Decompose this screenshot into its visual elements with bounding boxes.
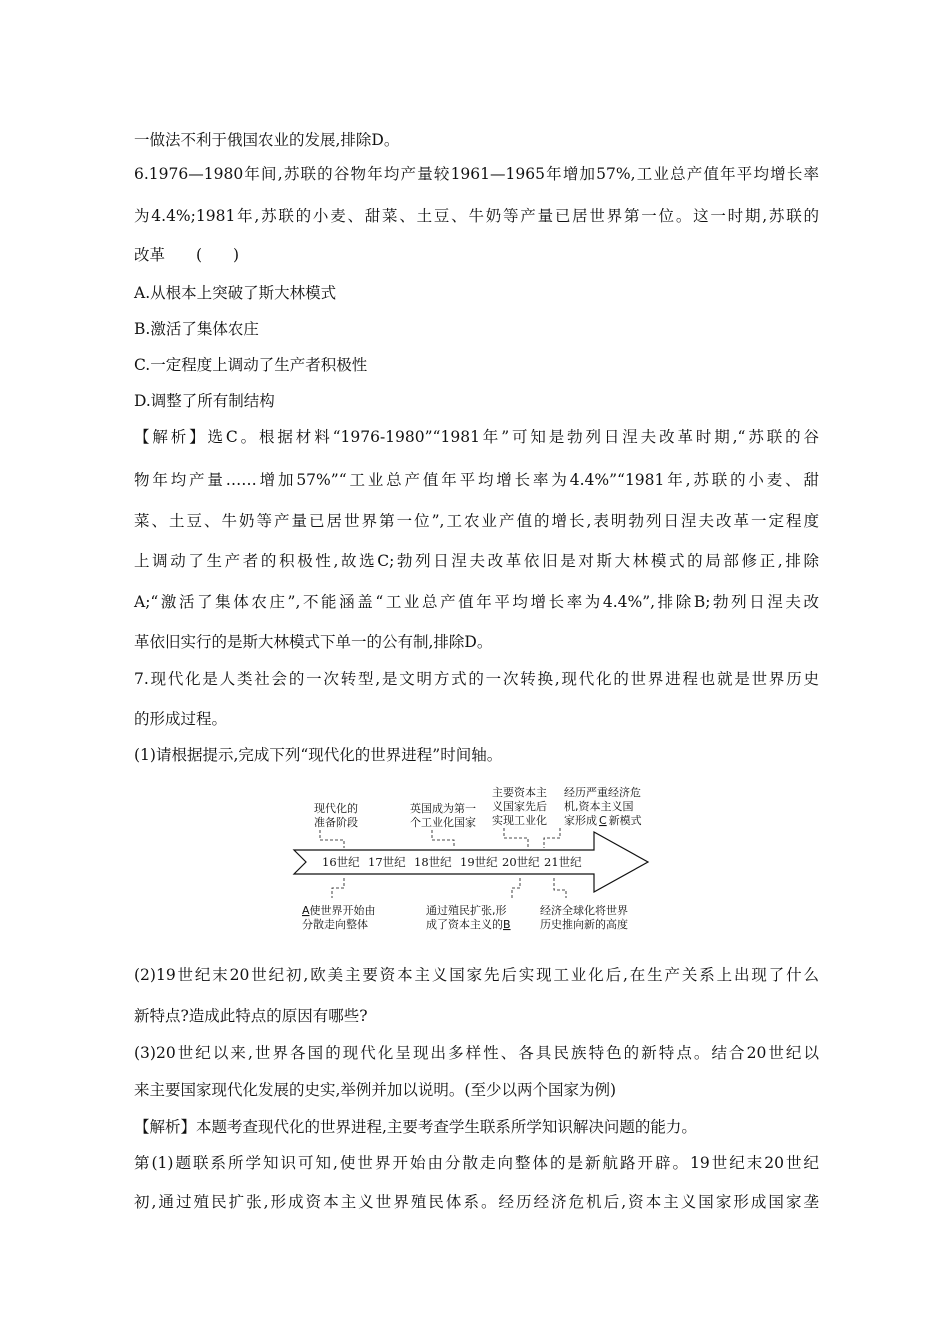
top-label-group <box>314 785 642 829</box>
question-7-stem: 的形成过程。 <box>134 710 228 728</box>
analysis-line: 上调动了生产者的积极性,故选C;勃列日涅夫改革依旧是对斯大林模式的局部修正,排除 <box>134 552 819 570</box>
analysis-line: 革依旧实行的是斯大林模式下单一的公有制,排除D。 <box>134 633 493 651</box>
analysis-line: 物年均产量……增加57%”“工业总产值年平均增长率为4.4%”“1981年,苏联的小麦、甜 <box>134 471 819 489</box>
svg-text:成了资本主义的B <box>426 917 511 931</box>
option-b: B.激活了集体农庄 <box>134 320 259 338</box>
timeline-top-label: 义国家先后 <box>492 800 547 813</box>
timeline-top-label: 经历严重经济危 <box>564 786 641 799</box>
blank-b: B <box>503 918 511 931</box>
century-label: 16世纪 <box>322 855 360 869</box>
question-7-part-1: (1)请根据提示,完成下列“现代化的世界进程”时间轴。 <box>134 746 503 764</box>
question-7-part-2: 新特点?造成此特点的原因有哪些? <box>134 1007 368 1025</box>
century-label: 20世纪 <box>502 855 540 869</box>
blank-a: A <box>302 904 310 917</box>
timeline-top-label: 新模式 <box>608 814 642 827</box>
analysis-line: 【解析】本题考查现代化的世界进程,主要考查学生联系所学知识解决问题的能力。 <box>134 1118 697 1136</box>
timeline-top-label: 实现工业化 <box>492 814 547 827</box>
svg-text:A使世界开始由 <box>302 903 376 917</box>
question-6-stem: 为4.4%;1981年,苏联的小麦、甜菜、土豆、牛奶等产量已居世界第一位。这一时期,苏联的 <box>134 207 819 225</box>
timeline-bottom-label: 通过殖民扩张,形 <box>426 904 507 917</box>
timeline-top-label: 准备阶段 <box>314 816 358 829</box>
question-7-stem: 7.现代化是人类社会的一次转型,是文明方式的一次转换,现代化的世界进程也就是世界历史 <box>134 670 819 688</box>
timeline-bottom-label: 历史推向新的高度 <box>540 918 628 931</box>
century-label: 17世纪 <box>368 855 406 869</box>
timeline-top-label: 现代化的 <box>314 802 358 815</box>
timeline-top-label: 机,资本主义国 <box>564 800 634 813</box>
question-7-part-3: (3)20世纪以来,世界各国的现代化呈现出多样性、各具民族特色的新特点。结合20世纪以 <box>134 1044 819 1062</box>
blank-c: C <box>599 814 607 827</box>
option-d: D.调整了所有制结构 <box>134 392 275 410</box>
analysis-line: A;“激活了集体农庄”,不能涵盖“工业总产值年平均增长率为4.4%”,排除B;勃列日涅夫改 <box>134 593 819 611</box>
timeline-top-label: 主要资本主 <box>492 786 547 799</box>
analysis-line: 【解析】选C。根据材料“1976-1980”“1981年”可知是勃列日涅夫改革时期,“苏联的谷 <box>134 428 819 446</box>
timeline-top-label: 英国成为第一 <box>410 802 476 815</box>
timeline-top-label: 个工业化国家 <box>410 816 476 829</box>
century-label: 18世纪 <box>414 855 452 869</box>
question-6-stem: 改革 ( ) <box>134 246 240 264</box>
analysis-line: 菜、土豆、牛奶等产量已居世界第一位”,工农业产值的增长,表明勃列日涅夫改革一定程度 <box>134 512 819 530</box>
century-label: 21世纪 <box>544 855 582 869</box>
question-6-stem: 6.1976—1980年间,苏联的谷物年均产量较1961—1965年增加57%,工业总产值年平均增长率 <box>134 165 819 183</box>
question-7-part-3: 来主要国家现代化发展的史实,举例并加以说明。(至少以两个国家为例) <box>134 1081 617 1099</box>
question-7-part-2: (2)19世纪末20世纪初,欧美主要资本主义国家先后实现工业化后,在生产关系上出现了什么 <box>134 966 819 984</box>
timeline-bottom-label: 成了资本主义的 <box>426 918 503 931</box>
timeline-bottom-label: 分散走向整体 <box>302 918 368 931</box>
svg-text:家形成C新模式 <box>564 813 642 827</box>
timeline-bottom-label: 经济全球化将世界 <box>540 904 628 917</box>
timeline-diagram <box>292 780 654 940</box>
option-a: A.从根本上突破了斯大林模式 <box>134 284 337 302</box>
timeline-bottom-label: 使世界开始由 <box>309 904 376 917</box>
option-c: C.一定程度上调动了生产者积极性 <box>134 356 368 374</box>
text-line: 一做法不利于俄国农业的发展,排除D。 <box>134 131 400 149</box>
century-label: 19世纪 <box>460 855 498 869</box>
analysis-line: 初,通过殖民扩张,形成资本主义世界殖民体系。经历经济危机后,资本主义国家形成国家垄 <box>134 1193 819 1211</box>
analysis-line: 第(1)题联系所学知识可知,使世界开始由分散走向整体的是新航路开辟。19世纪末20世纪 <box>134 1154 819 1172</box>
timeline-top-label: 家形成 <box>564 814 597 827</box>
bottom-label-group <box>302 903 628 931</box>
